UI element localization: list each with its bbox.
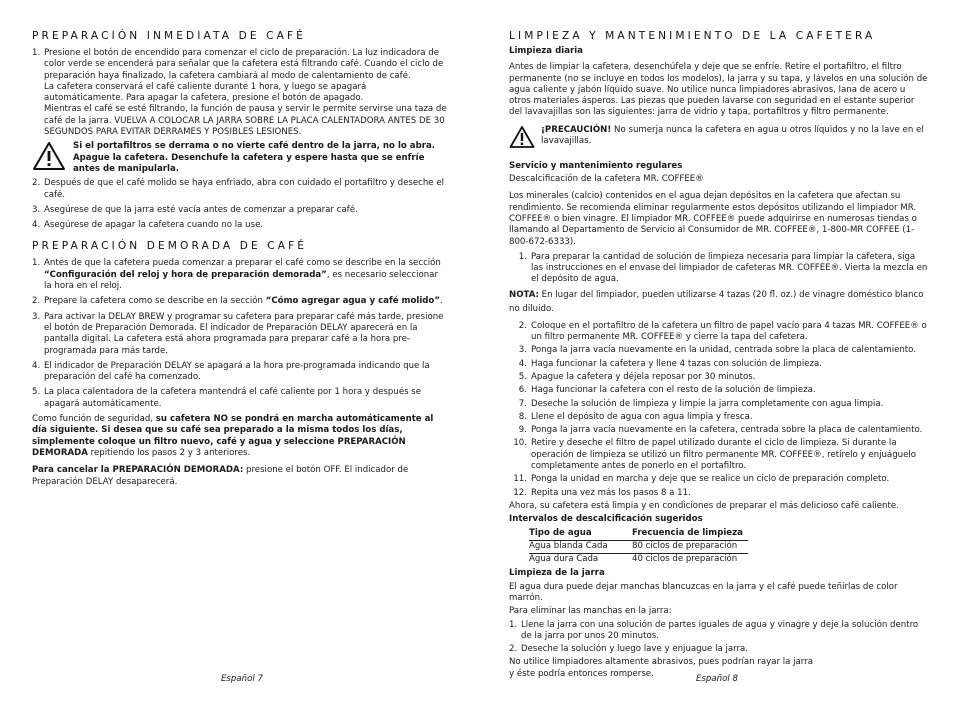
table-cell: 40 ciclos de preparación: [632, 554, 738, 565]
table-header: Frecuencia de limpieza: [632, 528, 748, 541]
step-number: 1.: [32, 48, 41, 58]
heading-preparacion-inmediata: PREPARACIÓN INMEDIATA DE CAFÉ: [32, 30, 306, 42]
list-item: [509, 620, 928, 643]
step-number: 9.: [518, 425, 527, 436]
list-item: [32, 205, 447, 216]
step-text: Deseche la solución y luego lave y enjuague la jarra.: [521, 644, 749, 655]
step-number: 2.: [32, 296, 41, 307]
list-item: [509, 488, 928, 499]
table-header-row: [529, 528, 748, 541]
list-item: [509, 412, 928, 423]
step-number: 12.: [513, 487, 527, 498]
step-number: 2.: [509, 644, 518, 655]
list-item: [509, 372, 928, 383]
page-footer-right: Español 8: [696, 674, 738, 684]
list-item: [32, 312, 447, 357]
cancel-bold: Para cancelar la PREPARACIÓN DEMORADA:: [32, 465, 244, 476]
inmediata-steps-cont: [32, 178, 447, 231]
safety-bold: su cafetera NO se pondrá en marcha automáticamente al día siguiente. Si desea que su café sea preparado a la misma todos los días, simplemente coloque un filtro nuevo, café y agua y seleccione PREPARACIÓN DEMORADA: [32, 414, 434, 458]
table-row: [529, 554, 748, 567]
step-number: 10.: [513, 438, 527, 449]
list-item: [32, 220, 447, 231]
step-text: Antes de que la cafetera pueda comenzar a preparar el café como se describe en la sección: [44, 258, 441, 269]
section-reference: “Cómo agregar agua y café molido”: [265, 296, 440, 307]
step-number: 8.: [518, 411, 527, 422]
page-footer-left: Español 7: [221, 674, 263, 684]
right-page: [477, 0, 954, 709]
nota-text: En lugar del limpiador, pueden utilizarse 4 tazas (20 fl. oz.) de vinagre doméstico blanco no diluido.: [509, 289, 924, 315]
step-text: Ponga la jarra vacía nuevamente en la unidad, centrada sobre la placa de calentamiento.: [531, 345, 917, 356]
list-item: [509, 425, 928, 436]
table-cell: Agua dura Cada: [529, 554, 599, 565]
nota-label: NOTA:: [509, 289, 539, 300]
list-item: [509, 438, 928, 472]
step-number: 5.: [32, 387, 41, 398]
precaucion-text: No sumerja nunca la cafetera en agua u otros líquidos y no la lave en el lavavajillas.: [541, 124, 924, 147]
step-number: 3.: [32, 204, 41, 215]
step-text: El indicador de Preparación DELAY se apagará a la hora pre-programada indicando que la preparación del café ha comenzado.: [44, 360, 430, 383]
step-number: 6.: [518, 385, 527, 396]
subheading-limpieza-diaria: Limpieza diaria: [509, 46, 583, 56]
diaria-paragraph: Antes de limpiar la cafetera, desenchúfela y deje que se enfríe. Retire el portafiltro, el filtro permanente (no se incluye en todos los modelos), la jarra y su tapa, y lávelos en una solución de agua caliente y jabón líquido suave. No utilice nunca limpiadores abrasivos, lana de acero u otros materiales ásperos. Las piezas que pueden lavarse con seguridad en el estante superior del lavavajillas son las siguientes: jarra de vidrio y tapa, portafiltros y filtro permanente.: [509, 62, 928, 118]
step-number: 4.: [32, 360, 41, 371]
inmediata-steps: [32, 48, 447, 138]
step-text: .: [439, 296, 443, 307]
warning-text: Si el portafiltros se derrama o no vierte café dentro de la jarra, no lo abra. Apague la cafetera. Desenchufe la cafetera y espere hasta que se enfríe antes de manipularla.: [73, 141, 436, 174]
section-reference: “Configuración del reloj y hora de preparación demorada”: [44, 269, 327, 280]
intervals-table: [529, 528, 748, 567]
descal-heading: Descalcificación de la cafetera MR. COFFEE®: [509, 174, 704, 185]
demorada-steps: [32, 258, 447, 410]
step-text: Para preparar la cantidad de solución de limpieza necesaria para limpiar la cafetera, siga las instrucciones en el envase del limpiador de cafeteras MR. COFFEE®. Vierta la mezcla en el depósito de agua.: [531, 251, 928, 285]
step-number: 5.: [518, 371, 527, 382]
heading-limpieza: LIMPIEZA Y MANTENIMIENTO DE LA CAFETERA: [509, 30, 876, 42]
step-number: 1.: [518, 251, 527, 262]
list-item: [32, 48, 447, 138]
warning-triangle-icon: [32, 141, 66, 171]
list-item: [32, 387, 447, 410]
eliminar-paragraph: Para eliminar las manchas en la jarra:: [509, 606, 672, 617]
ahora-paragraph: Ahora, su cafetera está limpia y en condiciones de preparar el más delicioso café caliente.: [509, 500, 899, 511]
step-number: 3.: [518, 345, 527, 356]
step-number: 2.: [518, 320, 527, 331]
cancel-paragraph: [32, 465, 447, 488]
step-text: Coloque en el portafiltro de la cafetera un filtro de papel vacío para 4 tazas MR. COFFEE® o un filtro permanente MR. COFFEE® y cierre la tapa del cafetera.: [531, 320, 927, 343]
step-text: Llene la jarra con una solución de partes iguales de agua y vinagre y deje la solución dentro de la jarra por unos 20 minutos.: [521, 619, 919, 641]
final-paragraph: No utilice limpiadores altamente abrasivos, pues podrían rayar la jarra y éste podría entonces romperse.: [509, 657, 813, 679]
step-number: 4.: [32, 220, 41, 231]
step-text: Haga funcionar la cafetera y llene 4 tazas con solución de limpieza.: [531, 358, 823, 369]
step-text: , es necesario seleccionar la hora en el reloj.: [44, 269, 438, 292]
list-item: [509, 345, 928, 356]
step-number: 2.: [32, 178, 41, 189]
list-item: [509, 359, 928, 370]
warning-triangle-icon: [509, 125, 535, 149]
list-item: [32, 258, 447, 292]
step-text: Deseche la solución de limpieza y limpie la jarra completamente con agua limpia.: [531, 398, 884, 409]
step-text: La placa calentadora de la cafetera mantendrá el café caliente por 1 hora y después se apagará automáticamente.: [44, 387, 422, 409]
table-cell: 80 ciclos de preparación: [632, 540, 748, 553]
cleaning-step-1: [509, 252, 928, 286]
list-item: [509, 644, 928, 655]
step-text: Mientras el café se esté filtrando, la función de pausa y servir le permite servirse una taza de café de la jarra. VUELVA A COLOCAR LA JARRA SOBRE LA PLACA CALENTADORA ANTES DE 30 SEGUNDOS PARA EVITAR DERRAMES Y POSIBLES LESIONES.: [44, 104, 447, 138]
step-number: 4.: [518, 358, 527, 369]
heading-preparacion-demorada: PREPARACIÓN DEMORADA DE CAFÉ: [32, 240, 308, 253]
safety-paragraph: [32, 414, 447, 459]
table-header: Tipo de agua: [529, 528, 632, 541]
jarra-paragraph: El agua dura puede dejar manchas blancuzcas en la jarra y el café puede teñirlas de color marrón.: [509, 581, 898, 603]
subheading-servicio: Servicio y mantenimiento regulares: [509, 160, 683, 171]
step-text: La cafetera conservará el café caliente durante 1 hora, y luego se apagará automáticamente. Para apagar la cafetera, presione el botón de apagado.: [44, 81, 367, 104]
warning-box: [32, 141, 447, 175]
step-text: Ponga la jarra vacía nuevamente en la cafetera, centrada sobre la placa de calentamiento.: [531, 425, 923, 436]
safety-text-end: repitiendo los pasos 2 y 3 anteriores.: [87, 447, 251, 458]
step-number: 11.: [513, 474, 527, 485]
list-item: [509, 385, 928, 396]
safety-text: Como función de seguridad,: [32, 414, 156, 425]
list-item: [32, 296, 447, 307]
list-item: [32, 178, 447, 201]
step-number: 1.: [32, 258, 41, 269]
precaucion-label: ¡PRECAUCIÓN!: [541, 124, 612, 135]
precaucion-box: [509, 125, 928, 155]
step-text: Ponga la unidad en marcha y deje que se realice un ciclo de preparación completo.: [531, 474, 890, 485]
step-number: 1.: [509, 619, 518, 630]
step-text: Asegúrese de que la jarra esté vacía antes de comenzar a preparar café.: [44, 204, 358, 215]
cancel-text: presione el botón OFF. El indicador de Preparación DELAY desaparecerá.: [32, 465, 409, 487]
step-number: 7.: [518, 398, 527, 409]
step-text: Asegúrese de apagar la cafetera cuando no la use.: [44, 220, 264, 231]
jarra-steps: [509, 620, 928, 656]
list-item: [32, 361, 447, 384]
step-number: 3.: [32, 311, 41, 322]
list-item: [509, 474, 928, 485]
nota-paragraph: [509, 288, 928, 317]
list-item: [509, 399, 928, 410]
cleaning-steps: [509, 321, 928, 499]
list-item: [509, 321, 928, 344]
step-text: Apague la cafetera y déjela reposar por 30 minutos.: [531, 371, 756, 382]
step-text: Repita una vez más los pasos 8 a 11.: [531, 487, 691, 498]
step-text: Para activar la DELAY BREW y programar su cafetera para preparar café más tarde, presione el botón de Preparación Demorada. El indicador de Preparación DELAY aparecerá en la pantalla digital. La cafetera está ahora programada para preparar café a la hora pre-programada para más tarde.: [44, 311, 444, 356]
subheading-intervalos: Intervalos de descalcificación sugeridos: [509, 514, 703, 525]
step-text: Prepare la cafetera como se describe en la sección: [44, 296, 266, 307]
step-text: Retire y deseche el filtro de papel utilizado durante el ciclo de limpieza. Si durante la operación de limpieza se utilizó un filtro permanente MR. COFFEE®, retírelo y enjuáguelo completamente antes de ponerlo en el portafiltro.: [531, 438, 917, 472]
table-row: [529, 540, 748, 553]
descal-paragraph: Los minerales (calcio) contenidos en el agua dejan depósitos en la cafetera que afectan su rendimiento. Se recomienda eliminar regularmente estos depósitos utilizando el limpiador MR. COFFEE® o bien vinagre. El limpiador MR. COFFEE® puede adquirirse en numerosas tiendas o llamando al Departamento de Servicio al Consumidor de MR. COFFEE®, 1-800-MR COFFEE (1-800-672-6333).: [509, 191, 917, 247]
table-cell: Agua blanda Cada: [529, 540, 632, 553]
step-text: Haga funcionar la cafetera con el resto de la solución de limpieza.: [531, 385, 816, 396]
subheading-limpieza-jarra: Limpieza de la jarra: [509, 568, 605, 579]
step-text: Después de que el café molido se haya enfriado, abra con cuidado el portafiltro y deseche el café.: [44, 178, 444, 200]
step-text: Presione el botón de encendido para comenzar el ciclo de preparación. La luz indicadora de color verde se encenderá para señalar que la cafetera está filtrando café. Cuando el ciclo de preparación haya finalizado, la cafetera cambiará al modo de calentamiento de café.: [44, 48, 444, 81]
step-text: Llene el depósito de agua con agua limpia y fresca.: [531, 411, 753, 422]
list-item: [509, 252, 928, 286]
